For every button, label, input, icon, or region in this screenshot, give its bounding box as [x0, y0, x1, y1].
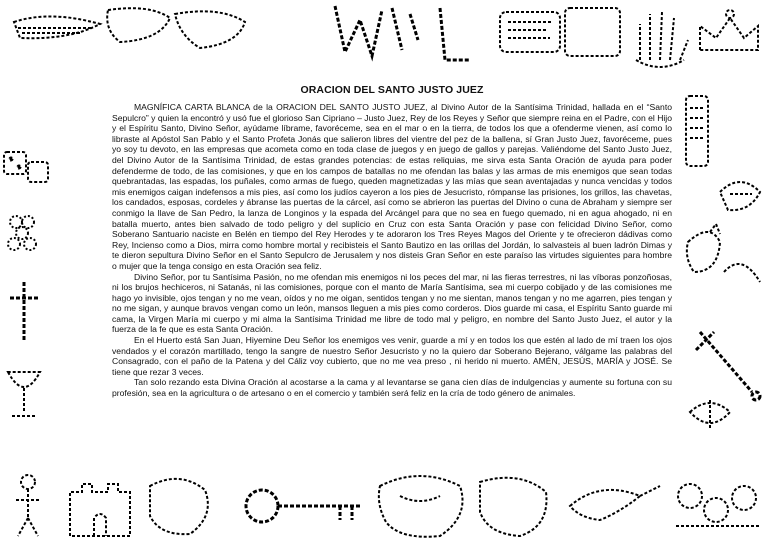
tablet-relic-icon [686, 96, 708, 166]
bottom-ornament-border [0, 456, 768, 543]
column-relic-icon [335, 6, 470, 60]
grapes-relic-icon [8, 216, 36, 250]
hands-relic-icon [720, 182, 760, 210]
prayer-paragraph-1: MAGNÍFICA CARTA BLANCA de la ORACION DEL SANTO JUSTO JUEZ, al Divino Autor de la Santísima Trinidad, hallada en el “Santo Sepulcro” y quien la encontró y usó fue el glorioso San Cipriano – Justo Juez, Rey de los Reyes y Señor que siempre reina en el Padre, con el Hijo y el Espíritu Santo, Divino Señor, ayúdame líbrame, favoréceme, sea en el mar o en la tierra, de todos los que a ofenderme vienen, así como lo libraste al Apóstol San Pablo y el Santo Profeta Jonás que salieron libres del vientre del pez de la ballena, sí Gran Justo Juez, favoréceme, pues yo soy tu devoto, en las empresas que acometa como en toda clase de juegos y en juego de gallos y parejas. Valiéndome del Santo Justo Juez, del Divino Autor de la Santísima Trinidad, de estas grandes potencias: de estas reliquias, me sirva esta Santa Oración de ayuda para poder defenderme de todo, de las comisiones, y que en los campos de batallas no me ofendan las balas y las armas de mis enemigos que sean todas quebrantadas, las espadas, los puñales, como armas de fuego, queden magnetizadas y las mías que sean aventajadas y nunca vencidas y todos mis enemigos caigan indefensos a mis pies, así como los judíos cayeron a los pies de Jesucristo, rómpanse las prisiones, los grillos, las chavetas, los candados, esposas, cordeles y ábranse las puertas de la cárcel, así como se abrieron las puertas del Divino o cuna de Abraham y siempre ser conmigo la llave de San Pedro, la lanza de Longinos y la espada del Arcángel para que no sea en fuego quemado, ni en agua ahogado, ni en batalla muerto, antes bien salvado de todo peligro y del suplicio en Cruz con esta Santa Oración y pase con felicidad Divino Señor, como Soberano Santuario naciste en Belén en tiempo del Rey Herodes y te adoraron los Tres Reyes Magos del Oriente y te ofrecieron dádivas como Rey, Incienso como a Dios, mirra como hombre mortal y recibisteis el Santo Bautizo en las orillas del Jordán, lo salvasteis al buen ladrón Dimas y te dieron sepultura Divino Señor en el Santo Sepulcro de Jerusalem y nos disteis Gran Señor en este paraíso las virtudes siguientes para hombre o mujer que la tenga consigo en esta Oración sea feliz. [112, 102, 672, 271]
cross-relic-icon [10, 282, 40, 342]
castle-relic-icon [70, 479, 208, 536]
lion-relic-icon [379, 476, 547, 537]
dice-relic-icon [4, 152, 48, 182]
left-ornament-border [0, 82, 56, 456]
key-relic-icon [246, 490, 360, 522]
prayer-text-body [112, 84, 672, 458]
sword-relic-icon [696, 332, 760, 400]
crown-relic-icon [700, 10, 758, 50]
chalice-relic-icon [8, 372, 40, 416]
hand-relic-icon [636, 12, 688, 67]
prayer-paragraph-4: Tan solo rezando esta Divina Oración al acostarse a la cama y al levantarse se gana cien días de indulgencias y aumente su fortuna con su profesión, sea en la agricultura o de artesano o en el comercio y también será feliz en la cría de todo género de animales. [112, 377, 672, 399]
right-ornament-border [680, 82, 768, 456]
top-ornament-border [0, 0, 768, 82]
prayer-paragraph-3: En el Huerto está San Juan, Hiyemine Deu Señor los enemigos ves venir, guarde a mí y en todos los que estén al lado de mí traen los ojos vendados y el corazón martillado, tengo la sangre de nuestro Señor Jesucristo y no la quiero dar Soberano Bejerano, válgame las palabras del Consagrado, con el paño de la Patena y del Cáliz voy cubierto, que no me vea preso , ni herido ni muerto. AMÉN, JESÚS, MARÍA y JOSÉ. Se tiene que rezar 3 veces. [112, 335, 672, 377]
scroll-relic-icon [14, 8, 245, 48]
rooster-relic-icon [687, 224, 760, 282]
dove-relic-icon [570, 486, 660, 520]
coins-relic-icon [676, 484, 760, 526]
prayer-paragraph-2: Divino Señor, por tu Santísima Pasión, no me ofendan mis enemigos ni los peces del mar, ni las fieras terrestres, ni las víboras ponzoñosas, ni los brujos hechiceros, ni Satanás, ni las comisiones, porque con el manto de María Santísima, sea mi cuerpo cobijado y de las comisiones me hago yo invisible, ojos tengan y no me vean, oídos y no me oigan, sentidos tengan y no me sientan, manos tengan y no me agarren, pies tengan y no me sigan, y aunque bravos vengan como un león, mansos lleguen a mis pies como corderos. Dios guarde mi casa, el Espíritu Santo guarde mi cama, la Virgen María mi cuerpo y mi alma la Santísima Trinidad me libre de todo mal y peligro, en nombre del Santo Justo Juez, el autor y la fuerza de la fe que es esta Santa Oración. [112, 271, 672, 335]
shell-relic-icon [690, 400, 730, 428]
tablet-relic-icon [500, 8, 620, 56]
prayer-title: ORACION DEL SANTO JUSTO JUEZ [300, 84, 484, 96]
figure-relic-icon [16, 475, 40, 536]
